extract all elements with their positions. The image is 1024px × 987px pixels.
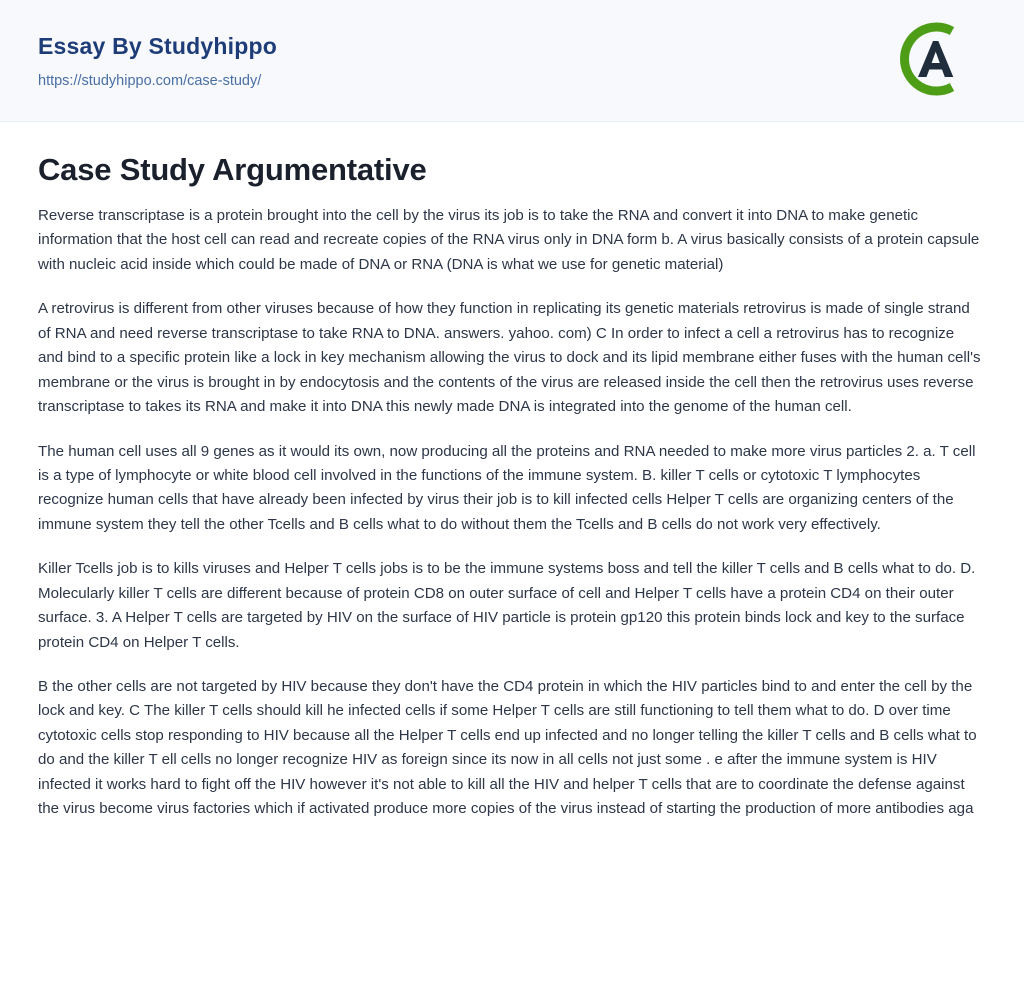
article-paragraph: B the other cells are not targeted by HIV because they don't have the CD4 protein in which the HIV particles bind to and enter the cell by the lock and key. C The killer T cells should kill he infected cells if some Helper T cells are still functioning to tell them what to do. D over time cytotoxic cells stop responding to HIV because all the Helper T cells end up infected and no longer telling the killer T cells and B cells what to do and the killer T ell cells no longer recognize HIV as foreign since its now in all cells not just some . e after the immune system is HIV infected it works hard to fight off the HIV however it's not able to kill all the HIV and helper T cells that are to coordinate the defense against the virus become virus factories which if activated produce more copies of the virus instead of starting the production of more antibodies aga: [38, 678, 977, 818]
brand-title: Essay By Studyhippo: [38, 33, 277, 59]
page-title: Case Study Argumentative: [38, 152, 427, 187]
article-body: [0, 122, 1024, 822]
article-paragraph: Reverse transcriptase is a protein brought into the cell by the virus its job is to take the RNA and convert it into DNA to make genetic information that the host cell can read and recreate copies of the RNA virus only in DNA form b. A virus basically consists of a protein capsule with nucleic acid inside which could be made of DNA or RNA (DNA is what we use for genetic material): [38, 207, 980, 273]
article-paragraph: A retrovirus is different from other viruses because of how they function in replicating its genetic materials retrovirus is made of single strand of RNA and need reverse transcriptase to take RNA to DNA. answers. yahoo. com) C In order to infect a cell a retrovirus has to recognize and bind to a specific protein like a lock in key mechanism allowing the virus to dock and its lipid membrane either fuses with the human cell's membrane or the virus is brought in by endocytosis and the contents of the virus are released inside the cell then the retrovirus uses reverse transcriptase to takes its RNA and make it into DNA this newly made DNA is integrated into the genome of the human cell.: [38, 300, 981, 416]
source-url-link[interactable]: https://studyhippo.com/case-study/: [38, 73, 262, 90]
article-paragraph: The human cell uses all 9 genes as it would its own, now producing all the proteins and RNA needed to make more virus particles 2. a. T cell is a type of lymphocyte or white blood cell involved in the functions of the immune system. B. killer T cells or cytotoxic T lymphocytes recognize human cells that have already been infected by virus their job is to kill infected cells Helper T cells are organizing centers of the immune system they tell the other Tcells and B cells what to do without them the Tcells and B cells do not work very effectively.: [38, 442, 976, 533]
article-paragraph: Killer Tcells job is to kills viruses and Helper T cells jobs is to be the immune systems boss and tell the killer T cells and B cells what to do. D. Molecularly killer T cells are different because of protein CD8 on outer surface of cell and Helper T cells have a protein CD4 on their outer surface. 3. A Helper T cells are targeted by HIV on the surface of HIV particle is protein gp120 this protein binds lock and key to the surface protein CD4 on Helper T cells.: [38, 560, 976, 651]
studyhippo-a-logo-icon: [894, 20, 972, 98]
site-header: [0, 0, 1024, 122]
